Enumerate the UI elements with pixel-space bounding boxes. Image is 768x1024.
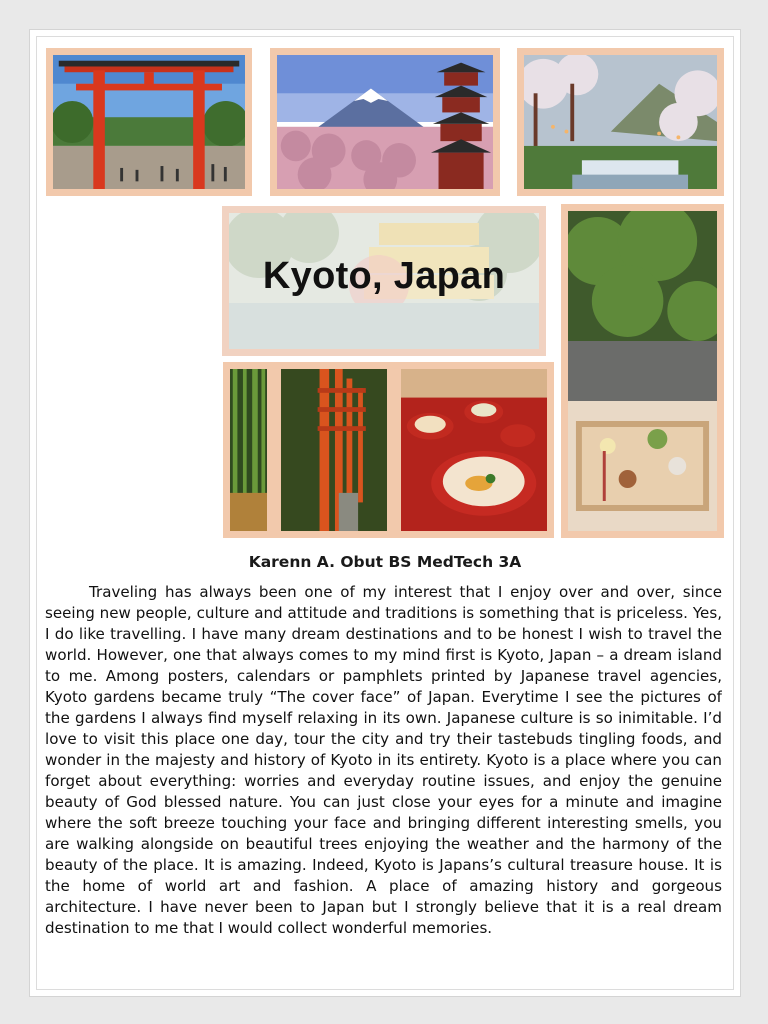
photo-kaiseki-food	[394, 362, 554, 538]
document-title: Kyoto, Japan	[262, 255, 506, 297]
photo-mount-fuji-pagoda	[270, 48, 500, 196]
photo-garden-food-tray	[561, 204, 724, 538]
photo-torii-tunnel	[274, 362, 394, 538]
photo-cherry-blossom-river	[517, 48, 724, 196]
photo-bamboo-forest	[223, 362, 274, 538]
essay-paragraph: Traveling has always been one of my interest that I enjoy over and over, since seeing new people, culture and attitude and traditions is something that is priceless. Yes, I do like travelling. I have many dream destinations and to be honest I wish to travel the world. However, one that always comes to my mind first is Kyoto, Japan – a dream island to me. Among posters, calendars or pamphlets printed by Japanese travel agencies, Kyoto gardens became truly “The cover face” of Japan. Everytime I see the pictures of the gardens I always find myself relaxing in its own. Japanese culture is so inimitable. I’d love to visit this place one day, tour the city and try their tastebuds tingling foods, and wonder in the majesty and history of Kyoto in its entirety. Kyoto is a place where you can forget about everything: worries and everyday routine issues, and enjoy the genuine beauty of God blessed nature. You can just close your eyes for a minute and imagine where the soft breeze touching your face and bringing different interesting smells, you are walking alongside on beautiful trees enjoying the weather and the harmony of the beauty of the place. It is amazing. Indeed, Kyoto is Japans’s cultural treasure house. It is the home of world art and fashion. A place of amazing history and gorgeous architecture. I have never been to Japan but I strongly believe that it is a real dream destination to me that I would collect wonderful memories.	[45, 583, 722, 937]
title-panel	[222, 206, 546, 356]
document-page	[29, 29, 741, 997]
photo-torii-gate	[46, 48, 252, 196]
author-line: Karenn A. Obut BS MedTech 3A	[248, 553, 522, 571]
